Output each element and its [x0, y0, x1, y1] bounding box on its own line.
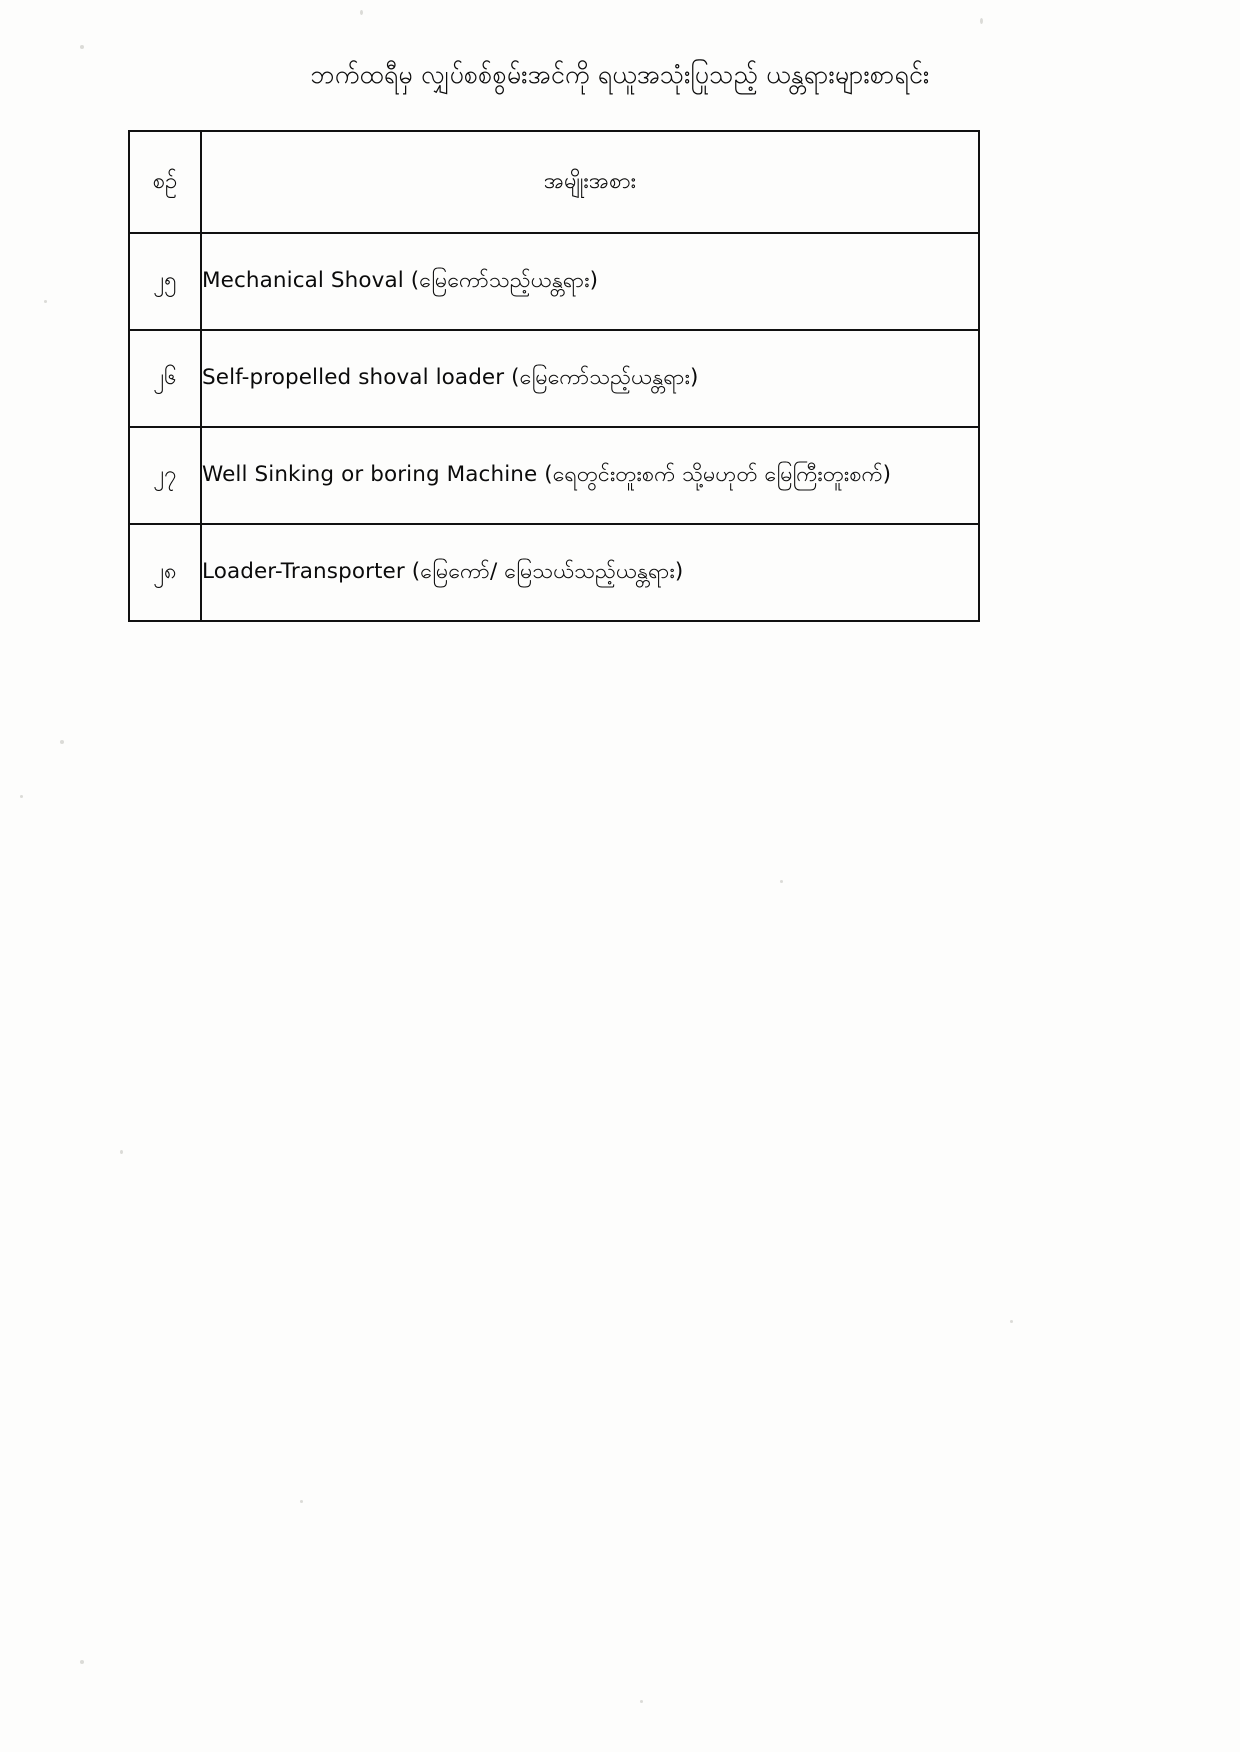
table-header-row — [129, 131, 979, 233]
cell-no: ၂၇ — [129, 427, 201, 524]
cell-type: Self-propelled shoval loader (မြေကော်သည့်ယန္တရား) — [201, 330, 979, 427]
cell-type: Loader-Transporter (မြေကော်/ မြေသယ်သည့်ယန္တရား) — [201, 524, 979, 621]
machinery-table — [128, 130, 980, 622]
table-row — [129, 233, 979, 330]
cell-no: ၂၅ — [129, 233, 201, 330]
column-header-type: အမျိုးအစား — [201, 131, 979, 233]
page-title: ဘက်ထရီမှ လျှပ်စစ်စွမ်းအင်ကို ရယူအသုံးပြုသည့် ယန္တရားများစာရင်း — [310, 60, 930, 89]
table-row — [129, 330, 979, 427]
cell-no: ၂၆ — [129, 330, 201, 427]
cell-no: ၂၈ — [129, 524, 201, 621]
table-row — [129, 524, 979, 621]
column-header-no: စဉ် — [129, 131, 201, 233]
cell-type: Mechanical Shoval (မြေကော်သည့်ယန္တရား) — [201, 233, 979, 330]
table-row — [129, 427, 979, 524]
machinery-table-container — [128, 130, 980, 622]
cell-type: Well Sinking or boring Machine (ရေတွင်းတူးစက် သို့မဟုတ် မြေကြီးတူးစက်) — [201, 427, 979, 524]
